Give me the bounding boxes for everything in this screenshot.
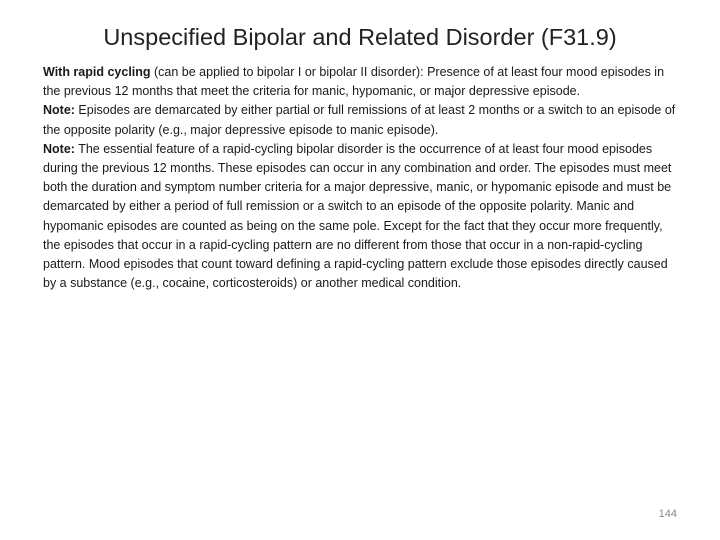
note-label-1: Note:: [43, 103, 75, 118]
note-text-1: Episodes are demarcated by either partial or full remissions of at least 2 months or a switch to an episode of the opposite polarity (e.g., major depressive episode to manic episode).: [43, 103, 676, 137]
page-number: 144: [658, 508, 677, 520]
note-paragraph-2: [43, 140, 683, 294]
slide-body: [43, 63, 683, 293]
slide-title: Unspecified Bipolar and Related Disorder (F31.9): [103, 24, 617, 50]
note-text-2: The essential feature of a rapid-cycling bipolar disorder is the occurrence of at least four mood episodes during the previous 12 months. These episodes can occur in any combination and order. The episodes must meet both the duration and symptom number criteria for a major depressive, manic, or hypomanic episode and must be demarcated by either a period of full remission or a switch to an episode of the opposite polarity. Manic and hypomanic episodes are counted as being on the same pole. Except for the fact that they occur more frequently, the episodes that occur in a rapid-cycling pattern are no different from those that occur in a non-rapid-cycling pattern. Mood episodes that count toward defining a rapid-cycling pattern exclude those episodes directly caused by a substance (e.g., cocaine, corticosteroids) or another medical condition.: [43, 141, 672, 291]
specifier-paragraph: [43, 63, 683, 101]
note-paragraph-1: [43, 101, 683, 139]
note-label-2: Note:: [43, 141, 75, 156]
specifier-label: With rapid cycling: [43, 65, 151, 79]
specifier-text: (can be applied to bipolar I or bipolar II disorder): Presence of at least four mood episodes in the previous 12 months that meet the criteria for manic, hypomanic, or major depressive episode.: [43, 65, 665, 99]
